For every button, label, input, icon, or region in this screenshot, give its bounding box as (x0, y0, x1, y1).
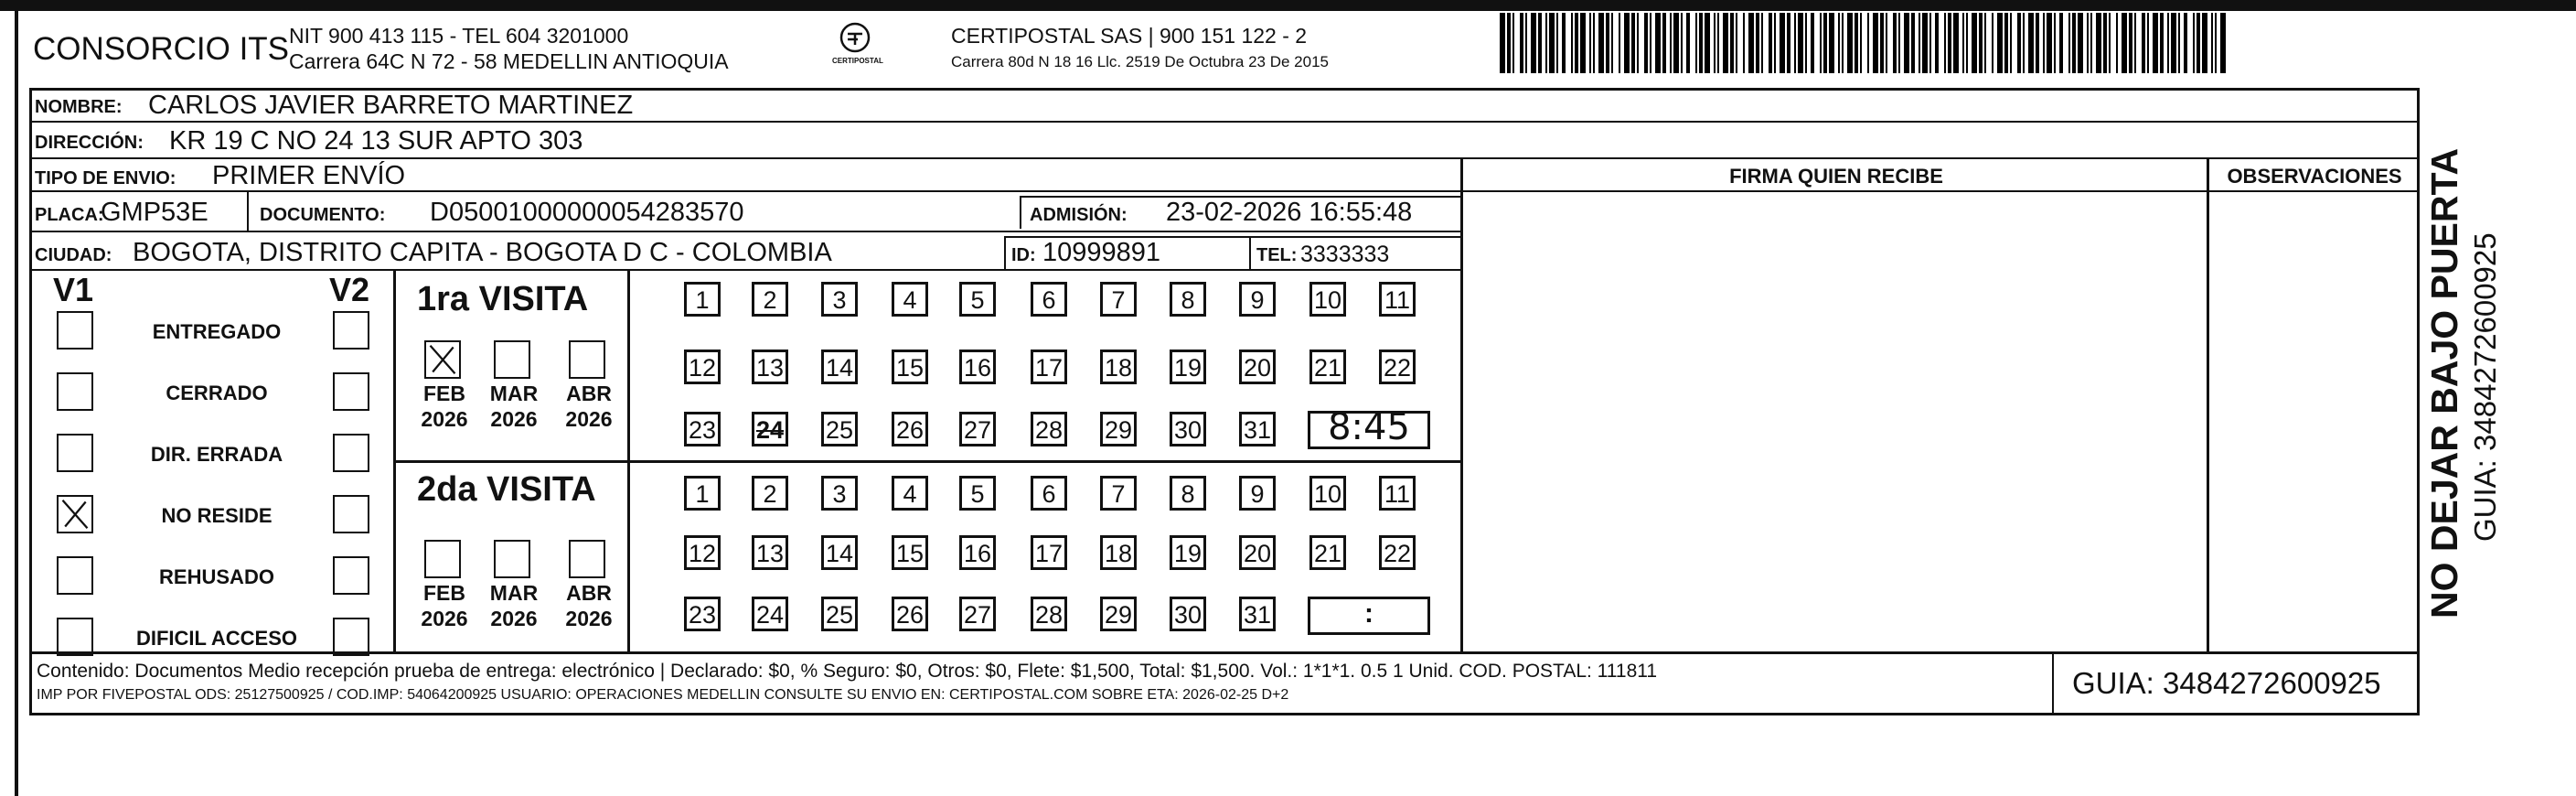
month-year: 2026 (490, 607, 538, 630)
day-cell[interactable]: 20 (1239, 535, 1276, 570)
day-cell[interactable]: 7 (1100, 282, 1137, 317)
month-label: FEB (423, 382, 465, 405)
day-cell[interactable]: 13 (752, 350, 788, 384)
day-cell[interactable]: 16 (959, 350, 996, 384)
observations-header: OBSERVACIONES (2227, 165, 2402, 188)
city-value: BOGOTA, DISTRITO CAPITA - BOGOTA D C - COLOMBIA (133, 238, 832, 267)
shipment-type-label: TIPO DE ENVIO: (35, 168, 176, 188)
contents-line: Contenido: Documentos Medio recepción prueba de entrega: electrónico | Declarado: $0, % Seguro: $0, Otros: $0, Flete: $1,500, Total: $1,500. Vol.: 1*1*1. 0.5 1 Unid. COD. POSTAL: 111811 (37, 661, 1658, 682)
second-visit-time: : (1364, 598, 1374, 629)
status-label: NO RESIDE (161, 504, 273, 527)
day-cell[interactable]: 11 (1379, 282, 1416, 317)
day-cell[interactable]: 7 (1100, 476, 1137, 511)
recipient-name: CARLOS JAVIER BARRETO MARTINEZ (148, 91, 634, 120)
day-cell[interactable]: 20 (1239, 350, 1276, 384)
month-year: 2026 (565, 607, 613, 630)
day-cell[interactable]: 8 (1170, 476, 1206, 511)
top-border (0, 0, 2576, 11)
admission-value: 23-02-2026 16:55:48 (1166, 198, 1413, 227)
day-cell[interactable]: 18 (1100, 535, 1137, 570)
day-cell[interactable]: 6 (1031, 282, 1067, 317)
day-cell[interactable]: 24 (752, 412, 788, 446)
side-guide: GUIA: 3484272600925 (2468, 232, 2502, 542)
month-checkbox[interactable] (424, 540, 461, 578)
month-checkbox[interactable] (494, 340, 530, 379)
month-checkbox[interactable] (569, 340, 605, 379)
left-border (15, 11, 18, 796)
day-cell[interactable]: 3 (821, 282, 858, 317)
plate-divider (247, 192, 250, 232)
day-cell[interactable]: 12 (684, 350, 721, 384)
v1-checkbox[interactable] (57, 311, 93, 350)
day-cell[interactable]: 15 (892, 350, 928, 384)
day-cell[interactable]: 19 (1170, 535, 1206, 570)
day-cell[interactable]: 27 (959, 597, 996, 631)
day-cell[interactable]: 24 (752, 597, 788, 631)
day-cell[interactable]: 22 (1379, 535, 1416, 570)
day-cell[interactable]: 28 (1031, 597, 1067, 631)
day-cell[interactable]: 31 (1239, 412, 1276, 446)
status-label: ENTREGADO (152, 320, 282, 343)
month-year: 2026 (421, 407, 468, 431)
id-label: ID: (1011, 245, 1036, 265)
month-year: 2026 (490, 407, 538, 431)
day-cell[interactable]: 1 (684, 282, 721, 317)
day-cell[interactable]: 5 (959, 282, 996, 317)
v1-label: V1 (53, 271, 94, 308)
v1-checkbox[interactable] (57, 434, 93, 472)
v2-checkbox[interactable] (333, 495, 369, 533)
day-cell[interactable]: 2 (752, 476, 788, 511)
month-label: MAR (489, 581, 539, 605)
v2-checkbox[interactable] (333, 556, 369, 595)
day-cell[interactable]: 22 (1379, 350, 1416, 384)
month-label: FEB (423, 581, 465, 605)
day-cell[interactable]: 5 (959, 476, 996, 511)
tel-label: TEL: (1256, 245, 1298, 265)
v2-checkbox[interactable] (333, 618, 369, 656)
v2-checkbox[interactable] (333, 311, 369, 350)
admission-label: ADMISIÓN: (1030, 205, 1128, 225)
day-cell[interactable]: 21 (1309, 535, 1346, 570)
barcode-bar (2220, 13, 2226, 73)
day-cell[interactable]: 14 (821, 350, 858, 384)
company-name: CONSORCIO ITS (33, 31, 290, 67)
month-checkbox[interactable] (569, 540, 605, 578)
day-cell[interactable]: 4 (892, 282, 928, 317)
day-cell[interactable]: 25 (821, 597, 858, 631)
signature-header: FIRMA QUIEN RECIBE (1729, 165, 1943, 188)
document-value: D05001000000054283570 (430, 198, 744, 227)
day-cell[interactable]: 28 (1031, 412, 1067, 446)
month-label: MAR (489, 382, 539, 405)
company-address: Carrera 64C N 72 - 58 MEDELLIN ANTIOQUIA (289, 49, 729, 73)
day-cell[interactable]: 23 (684, 597, 721, 631)
certipostal-logo (837, 22, 873, 59)
plate-value: GMP53E (101, 198, 208, 227)
footer-guide: GUIA: 3484272600925 (2072, 666, 2381, 700)
day-cell[interactable]: 27 (959, 412, 996, 446)
carrier-name: CERTIPOSTAL SAS | 900 151 122 - 2 (951, 24, 1308, 48)
id-value: 10999891 (1042, 238, 1161, 267)
day-cell[interactable]: 2 (752, 282, 788, 317)
shipment-type: PRIMER ENVÍO (212, 161, 406, 190)
day-cell[interactable]: 30 (1170, 597, 1206, 631)
barcode (1500, 13, 2227, 73)
tel-value: 3333333 (1300, 242, 1390, 267)
document-label: DOCUMENTO: (260, 205, 386, 225)
month-year: 2026 (421, 607, 468, 630)
side-warning: NO DEJAR BAJO PUERTA (2423, 147, 2465, 619)
v2-label: V2 (329, 271, 370, 308)
day-cell[interactable]: 25 (821, 412, 858, 446)
day-cell[interactable]: 17 (1031, 535, 1067, 570)
day-cell[interactable]: 13 (752, 535, 788, 570)
observations-divider (2207, 159, 2209, 651)
day-cell[interactable]: 8 (1170, 282, 1206, 317)
day-cell[interactable]: 3 (821, 476, 858, 511)
day-cell[interactable]: 30 (1170, 412, 1206, 446)
status-label: DIFICIL ACCESO (135, 627, 297, 650)
recipient-address: KR 19 C NO 24 13 SUR APTO 303 (169, 126, 583, 156)
day-cell[interactable]: 26 (892, 412, 928, 446)
v2-checkbox[interactable] (333, 372, 369, 411)
logo-text: CERTIPOSTAL (832, 57, 883, 65)
v2-checkbox[interactable] (333, 434, 369, 472)
day-cell[interactable]: 15 (892, 535, 928, 570)
day-cell[interactable]: 12 (684, 535, 721, 570)
day-cell[interactable]: 1 (684, 476, 721, 511)
address-label: DIRECCIÓN: (35, 133, 144, 153)
day-cell[interactable]: 16 (959, 535, 996, 570)
day-cell[interactable]: 11 (1379, 476, 1416, 511)
month-year: 2026 (565, 407, 613, 431)
day-cell[interactable]: 9 (1239, 282, 1276, 317)
v1-checkbox[interactable] (57, 618, 93, 656)
city-label: CIUDAD: (35, 245, 112, 265)
day-cell[interactable]: 26 (892, 597, 928, 631)
day-cell[interactable]: 19 (1170, 350, 1206, 384)
day-cell[interactable]: 10 (1309, 282, 1346, 317)
day-cell[interactable]: 17 (1031, 350, 1067, 384)
month-label: ABR (566, 581, 612, 605)
month-label: ABR (566, 382, 612, 405)
first-visit-time: 8:45 (1328, 406, 1410, 448)
status-label: REHUSADO (159, 565, 274, 588)
first-visit-title: 1ra VISITA (417, 280, 589, 318)
day-cell[interactable]: 29 (1100, 597, 1137, 631)
v1-checkbox[interactable] (57, 495, 93, 533)
print-line: IMP POR FIVEPOSTAL ODS: 25127500925 / COD.IMP: 54064200925 USUARIO: OPERACIONES MEDELLIN CONSULTE SU ENVIO EN: CERTIPOSTAL.COM SOBRE ETA: 2026-02-25 D+2 (37, 687, 1289, 703)
name-label: NOMBRE: (35, 97, 123, 117)
v1-checkbox[interactable] (57, 556, 93, 595)
status-label: CERRADO (166, 382, 268, 404)
day-cell[interactable]: 6 (1031, 476, 1067, 511)
day-cell[interactable]: 4 (892, 476, 928, 511)
visit-divider (393, 460, 1463, 463)
carrier-address: Carrera 80d N 18 16 Llc. 2519 De Octubra 23 De 2015 (951, 53, 1329, 70)
plate-label: PLACA: (35, 205, 104, 225)
day-cell[interactable]: 14 (821, 535, 858, 570)
status-label: DIR. ERRADA (150, 443, 283, 466)
day-cell[interactable]: 9 (1239, 476, 1276, 511)
day-cell[interactable]: 23 (684, 412, 721, 446)
month-checkbox[interactable] (424, 340, 461, 379)
v1-checkbox[interactable] (57, 372, 93, 411)
month-checkbox[interactable] (494, 540, 530, 578)
day-cell[interactable]: 29 (1100, 412, 1137, 446)
company-nit: NIT 900 413 115 - TEL 604 3201000 (289, 24, 629, 48)
second-visit-title: 2da VISITA (417, 470, 596, 509)
day-cell[interactable]: 31 (1239, 597, 1276, 631)
day-cell[interactable]: 18 (1100, 350, 1137, 384)
day-cell[interactable]: 10 (1309, 476, 1346, 511)
day-cell[interactable]: 21 (1309, 350, 1346, 384)
